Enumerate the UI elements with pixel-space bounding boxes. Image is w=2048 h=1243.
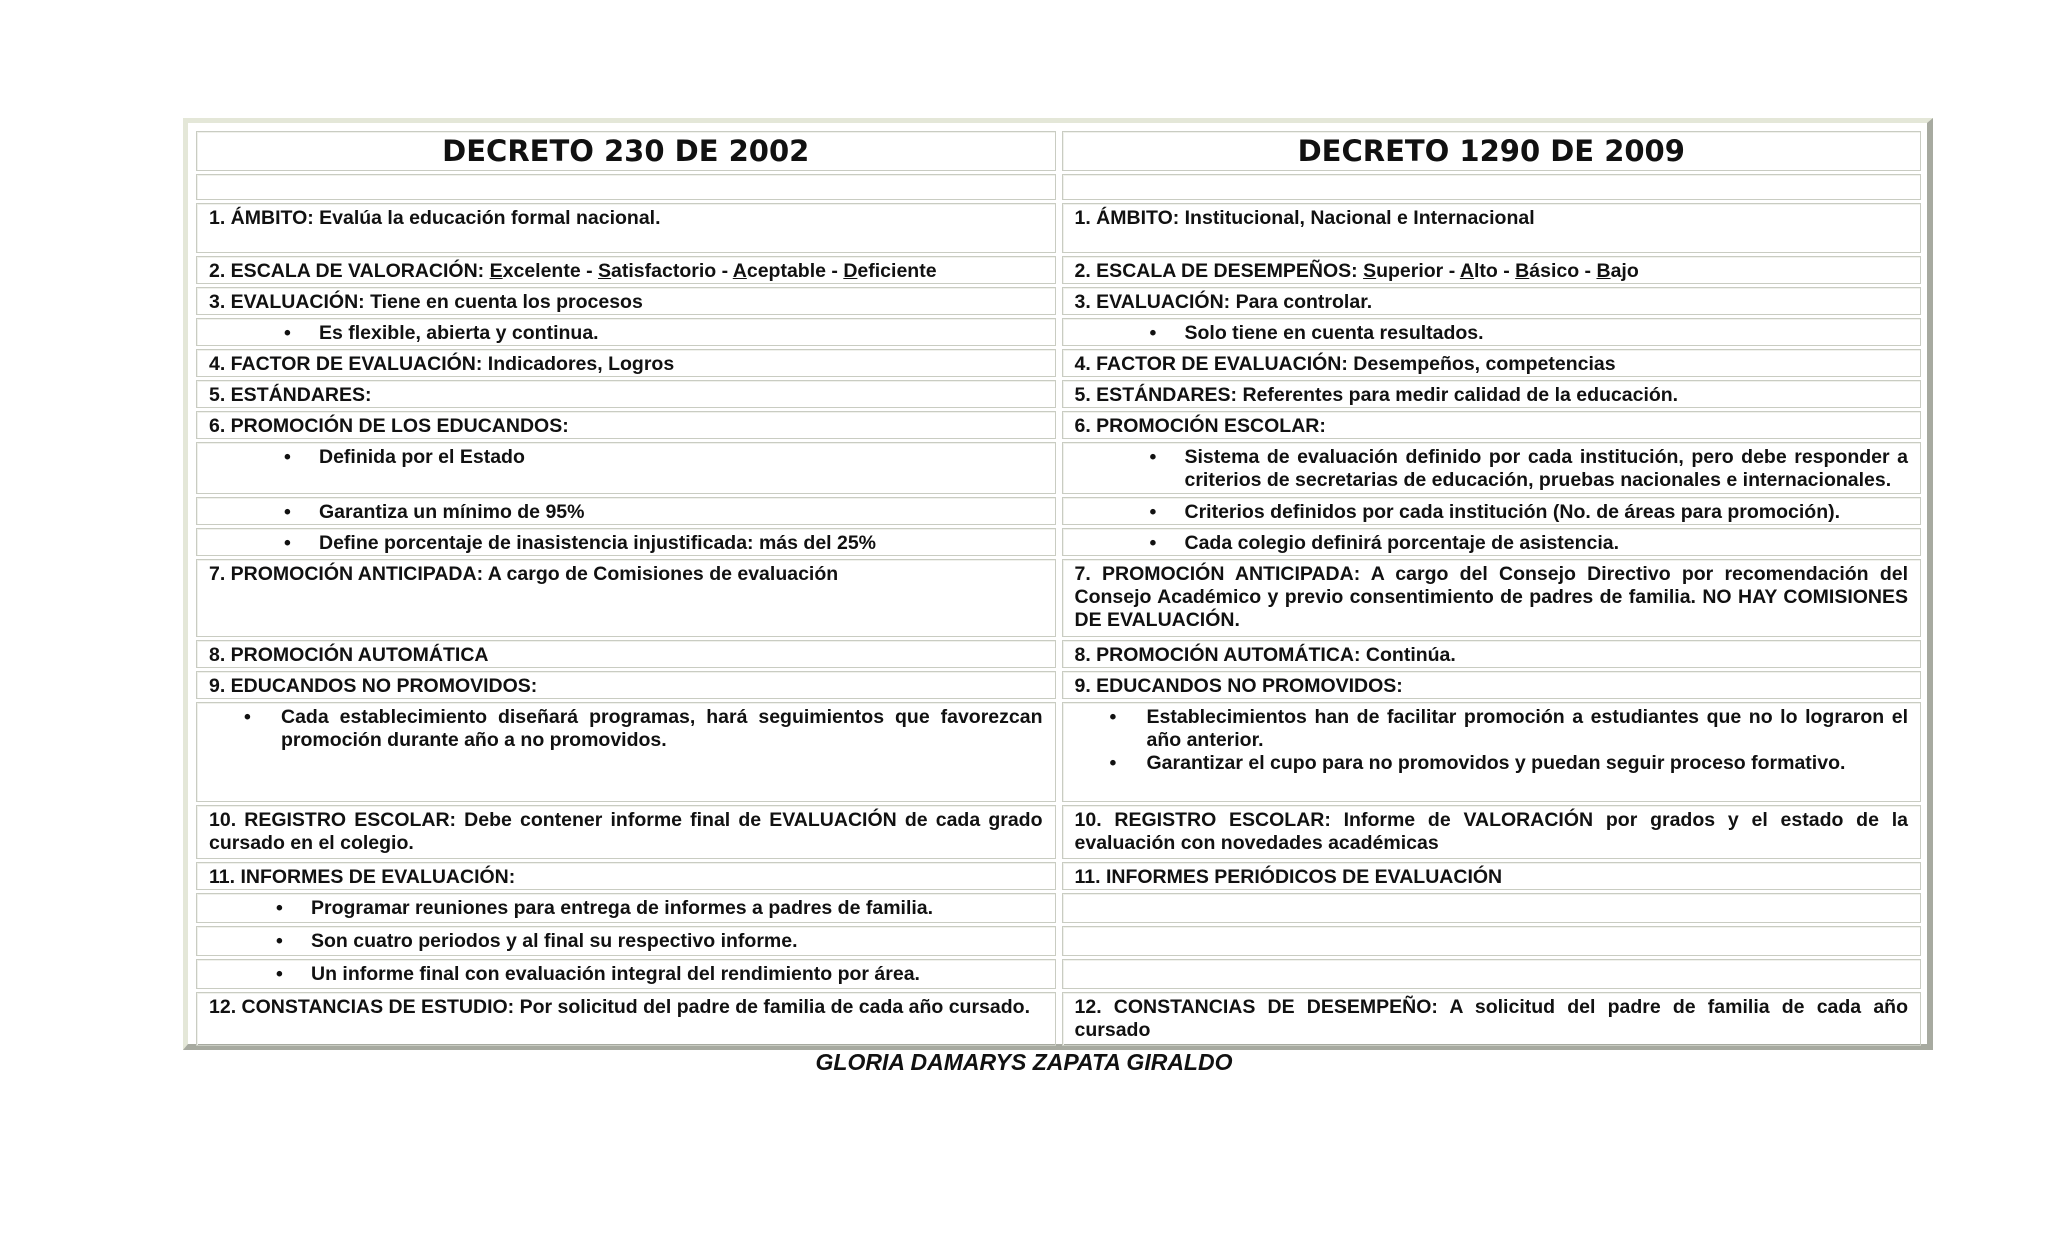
left-promocion: 6. PROMOCIÓN DE LOS EDUCANDOS: [196,411,1056,439]
left-promocion-bullet-1: • Definida por el Estado [196,442,1056,494]
right-escala-prefix: 2. ESCALA DE DESEMPEÑOS: [1074,260,1364,282]
scale-item-alto: Alto [1459,260,1498,282]
right-escala-desempenos: 2. ESCALA DE DESEMPEÑOS: Superior - Alto - Básico - Bajo [1062,256,1922,284]
scale-item-superior: Superior [1363,260,1444,282]
left-ambito: 1. ÁMBITO: Evalúa la educación formal nacional. [196,203,1056,253]
comparison-table [196,131,1921,1040]
right-registro-escolar: 10. REGISTRO ESCOLAR: Informe de VALORACIÓN por grados y el estado de la evaluación con novedades académicas [1062,805,1922,859]
right-ambito: 1. ÁMBITO: Institucional, Nacional e Internacional [1062,203,1922,253]
right-factor-evaluacion: 4. FACTOR DE EVALUACIÓN: Desempeños, competencias [1062,349,1922,377]
right-promocion-bullet-3: • Cada colegio definirá porcentaje de asistencia. [1062,528,1922,556]
right-informes: 11. INFORMES PERIÓDICOS DE EVALUACIÓN [1062,862,1922,890]
left-constancias: 12. CONSTANCIAS DE ESTUDIO: Por solicitud del padre de familia de cada año cursado. [196,992,1056,1046]
right-evaluacion: 3. EVALUACIÓN: Para controlar. [1062,287,1922,315]
scale-item-bajo: Bajo [1596,260,1639,282]
right-promocion-bullet-1: • Sistema de evaluación definido por cada institución, pero debe responder a criterios de secretarias de educación, pruebas nacionales e internacionales. [1062,442,1922,494]
left-no-promovidos-bullets [196,702,1056,802]
left-no-promovidos: 9. EDUCANDOS NO PROMOVIDOS: [196,671,1056,699]
left-factor-evaluacion: 4. FACTOR DE EVALUACIÓN: Indicadores, Logros [196,349,1056,377]
list-item: • Garantizar el cupo para no promovidos y puedan seguir proceso formativo. [1147,752,1909,775]
left-informes-bullet-1: • Programar reuniones para entrega de informes a padres de familia. [196,893,1056,923]
left-informes: 11. INFORMES DE EVALUACIÓN: [196,862,1056,890]
right-promocion-bullet-2: • Criterios definidos por cada institución (No. de áreas para promoción). [1062,497,1922,525]
left-informes-bullet-2: • Son cuatro periodos y al final su respectivo informe. [196,926,1056,956]
scale-item-aceptable: Aceptable [732,260,826,282]
scale-item-basico: Básico [1515,260,1580,282]
author-name: GLORIA DAMARYS ZAPATA GIRALDO [815,1049,1233,1075]
right-informes-empty-1 [1062,893,1922,923]
header-decreto-230: DECRETO 230 DE 2002 [196,131,1056,171]
right-no-promovidos-bullets [1062,702,1922,802]
left-registro-escolar: 10. REGISTRO ESCOLAR: Debe contener informe final de EVALUACIÓN de cada grado cursado en el colegio. [196,805,1056,859]
right-evaluacion-bullet: • Solo tiene en cuenta resultados. [1062,318,1922,346]
left-promocion-anticipada: 7. PROMOCIÓN ANTICIPADA: A cargo de Comisiones de evaluación [196,559,1056,637]
right-informes-empty-2 [1062,926,1922,956]
left-evaluacion-bullet: • Es flexible, abierta y continua. [196,318,1056,346]
right-informes-empty-3 [1062,959,1922,989]
empty-cell-left [196,174,1056,200]
header-decreto-1290: DECRETO 1290 DE 2009 [1062,131,1922,171]
left-promocion-automatica: 8. PROMOCIÓN AUTOMÁTICA [196,640,1056,668]
left-evaluacion: 3. EVALUACIÓN: Tiene en cuenta los procesos [196,287,1056,315]
scale-item-excelente: Excelente [489,260,581,282]
right-no-promovidos: 9. EDUCANDOS NO PROMOVIDOS: [1062,671,1922,699]
right-constancias: 12. CONSTANCIAS DE DESEMPEÑO: A solicitud del padre de familia de cada año cursado [1062,992,1922,1046]
scale-item-satisfactorio: Satisfactorio [598,260,717,282]
empty-cell-right [1062,174,1922,200]
right-promocion-automatica: 8. PROMOCIÓN AUTOMÁTICA: Continúa. [1062,640,1922,668]
left-escala-valoracion: 2. ESCALA DE VALORACIÓN: Excelente - Satisfactorio - Aceptable - Deficiente [196,256,1056,284]
comparison-table-frame [183,118,1933,1050]
list-item: • Establecimientos han de facilitar promoción a estudiantes que no lo lograron el año anterior. [1147,706,1909,752]
list-item: • Cada establecimiento diseñará programas, hará seguimientos que favorezcan promoción durante año a no promovidos. [281,706,1043,752]
left-promocion-bullet-3: • Define porcentaje de inasistencia injustificada: más del 25% [196,528,1056,556]
right-estandares: 5. ESTÁNDARES: Referentes para medir calidad de la educación. [1062,380,1922,408]
left-promocion-bullet-2: • Garantiza un mínimo de 95% [196,497,1056,525]
left-informes-bullet-3: • Un informe final con evaluación integral del rendimiento por área. [196,959,1056,989]
left-escala-prefix: 2. ESCALA DE VALORACIÓN: [209,260,490,282]
right-promocion-anticipada: 7. PROMOCIÓN ANTICIPADA: A cargo del Consejo Directivo por recomendación del Consejo Académico y previo consentimiento de padres de familia. NO HAY COMISIONES DE EVALUACIÓN. [1062,559,1922,637]
scale-item-deficiente: Deficiente [843,260,937,282]
right-promocion: 6. PROMOCIÓN ESCOLAR: [1062,411,1922,439]
left-estandares: 5. ESTÁNDARES: [196,380,1056,408]
